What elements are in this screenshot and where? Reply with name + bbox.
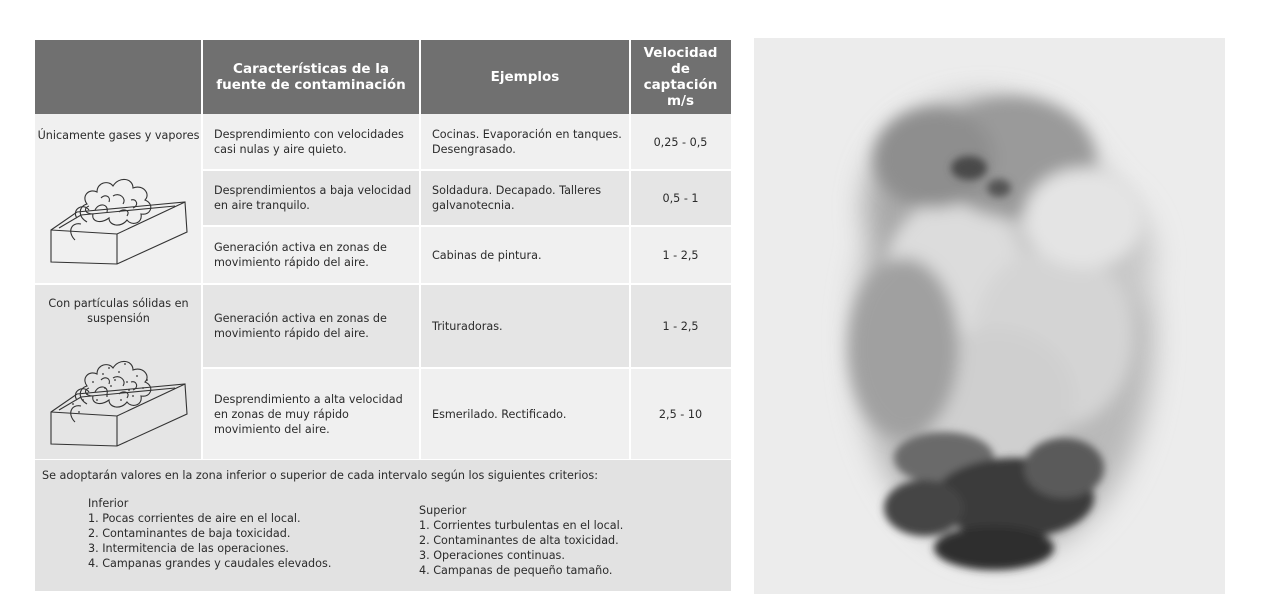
divider: [201, 40, 203, 460]
divider: [419, 40, 421, 460]
header-examples: Ejemplos: [420, 40, 630, 114]
criteria-superior: [419, 503, 623, 578]
criteria-box: [35, 460, 731, 591]
row-4-velocity: 1 - 2,5: [630, 284, 731, 368]
row-1-velocity: 0,25 - 0,5: [630, 114, 731, 170]
divider: [202, 367, 731, 369]
row-2-velocity: 0,5 - 1: [630, 170, 731, 226]
row-2-examples: Soldadura. Decapado. Talleres galvanotecnia.: [420, 170, 630, 226]
criteria-item: 2. Contaminantes de baja toxicidad.: [88, 527, 291, 540]
row-5-characteristic: Desprendimiento a alta velocidad en zonas de muy rápido movimiento del aire.: [202, 368, 420, 460]
smoke-cloud-icon: [754, 38, 1225, 594]
row-4-characteristic: Generación activa en zonas de movimiento rápido del aire.: [202, 284, 420, 368]
criteria-item: 1. Corrientes turbulentas en el local.: [419, 519, 624, 532]
row-5-examples: Esmerilado. Rectificado.: [420, 368, 630, 460]
row-4-examples: Trituradoras.: [420, 284, 630, 368]
row-3-characteristic: Generación activa en zonas de movimiento rápido del aire.: [202, 226, 420, 284]
smoke-cloud-image: [754, 38, 1225, 594]
criteria-item: 3. Operaciones continuas.: [419, 549, 565, 562]
divider: [202, 169, 731, 171]
row-1-examples: Cocinas. Evaporación en tanques. Desengrasado.: [420, 114, 630, 170]
criteria-item: 4. Campanas de pequeño tamaño.: [419, 564, 613, 577]
criteria-item: 1. Pocas corrientes de aire en el local.: [88, 512, 301, 525]
criteria-item: 2. Contaminantes de alta toxicidad.: [419, 534, 619, 547]
row-2-characteristic: Desprendimientos a baja velocidad en aire tranquilo.: [202, 170, 420, 226]
tank-with-vapor-icon: [47, 152, 197, 272]
capture-velocity-table: [35, 40, 731, 591]
divider: [629, 40, 631, 460]
category-gases-cell: [35, 114, 202, 284]
criteria-inferior-title: Inferior: [88, 497, 129, 510]
header-characteristics: Características de la fuente de contaminación: [202, 40, 420, 114]
header-empty: [35, 40, 202, 114]
row-5-velocity: 2,5 - 10: [630, 368, 731, 460]
criteria-intro: Se adoptarán valores en la zona inferior o superior de cada intervalo según los siguientes criterios:: [42, 469, 598, 482]
divider: [35, 283, 731, 285]
criteria-item: 4. Campanas grandes y caudales elevados.: [88, 557, 332, 570]
criteria-item: 3. Intermitencia de las operaciones.: [88, 542, 289, 555]
row-1-characteristic: Desprendimiento con velocidades casi nulas y aire quieto.: [202, 114, 420, 170]
category-label: Únicamente gases y vapores: [37, 129, 200, 142]
row-3-velocity: 1 - 2,5: [630, 226, 731, 284]
header-velocity: Velocidad de captación m/s: [630, 40, 731, 114]
criteria-inferior: [88, 496, 331, 571]
category-label: Con partículas sólidas en suspensión: [48, 297, 189, 325]
tank-with-particles-icon: [47, 334, 197, 454]
row-3-examples: Cabinas de pintura.: [420, 226, 630, 284]
divider: [202, 225, 731, 227]
category-particles-cell: [35, 284, 202, 460]
criteria-superior-title: Superior: [419, 504, 467, 517]
